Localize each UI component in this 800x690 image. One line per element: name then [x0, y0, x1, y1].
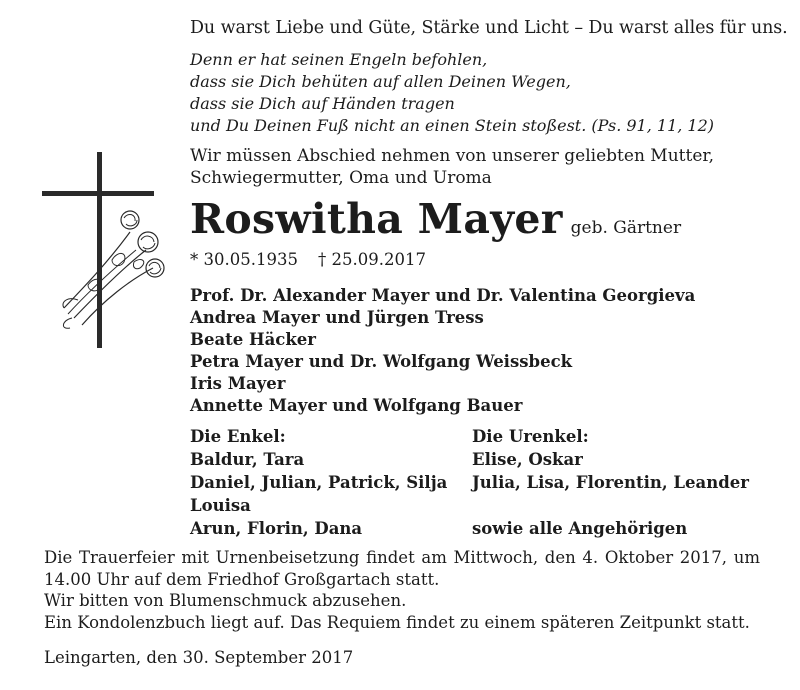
spacer-line — [472, 494, 749, 517]
family-list — [190, 285, 695, 417]
condolence-note: Ein Kondolenzbuch liegt auf. Das Requiem findet zu einem späteren Zeitpunkt statt. — [44, 612, 750, 632]
great-grandchildren-line: Elise, Oskar — [472, 450, 583, 469]
birth-date: * 30.05.1935 — [190, 250, 298, 269]
other-relatives-line: sowie alle Angehörigen — [472, 519, 688, 538]
family-member: Annette Mayer und Wolfgang Bauer — [190, 396, 523, 415]
great-grandchildren-list — [472, 425, 749, 540]
place-date: Leingarten, den 30. September 2017 — [44, 648, 354, 667]
family-member: Andrea Mayer und Jürgen Tress — [190, 308, 484, 327]
verse-line: dass sie Dich behüten auf allen Deinen Wegen, — [190, 72, 571, 91]
great-grandchildren-heading: Die Urenkel: — [472, 427, 589, 446]
grandchildren-line: Daniel, Julian, Patrick, Silja — [190, 473, 448, 492]
family-member: Iris Mayer — [190, 374, 286, 393]
great-grandchildren-line: Julia, Lisa, Florentin, Leander — [472, 473, 749, 492]
cross-with-roses-icon — [38, 150, 173, 355]
grandchildren-line: Louisa — [190, 496, 251, 515]
flowers-note: Wir bitten von Blumenschmuck abzusehen. — [44, 591, 407, 610]
ceremony-notice — [44, 547, 760, 633]
intro-line: Wir müssen Abschied nehmen von unserer geliebten Mutter, — [190, 146, 715, 166]
verse-line: Denn er hat seinen Engeln befohlen, — [190, 50, 488, 69]
grandchildren-line: Baldur, Tara — [190, 450, 305, 469]
family-member: Beate Häcker — [190, 330, 316, 349]
verse-line: dass sie Dich auf Händen tragen — [190, 94, 455, 113]
birth-name: geb. Gärtner — [570, 218, 682, 238]
ceremony-text: Die Trauerfeier mit Urnenbeisetzung findet am Mittwoch, den 4. Oktober 2017, um 14.00 Uhr auf dem Friedhof Großgartach statt. — [44, 548, 760, 589]
death-date: † 25.09.2017 — [317, 250, 426, 269]
verse-line: und Du Deinen Fuß nicht an einen Stein stoßest. (Ps. 91, 11, 12) — [190, 116, 715, 135]
family-member: Petra Mayer und Dr. Wolfgang Weissbeck — [190, 352, 573, 371]
grandchildren-line: Arun, Florin, Dana — [190, 519, 363, 538]
grandchildren-heading: Die Enkel: — [190, 427, 286, 446]
deceased-name: Roswitha Mayer — [190, 195, 563, 243]
deceased-heading — [190, 195, 681, 243]
life-dates — [190, 250, 426, 269]
motto: Du warst Liebe und Güte, Stärke und Licht – Du warst alles für uns. — [190, 18, 788, 38]
grandchildren-list — [190, 425, 447, 540]
family-member: Prof. Dr. Alexander Mayer und Dr. Valentina Georgieva — [190, 286, 696, 305]
intro-line: Schwiegermutter, Oma und Uroma — [190, 168, 492, 188]
